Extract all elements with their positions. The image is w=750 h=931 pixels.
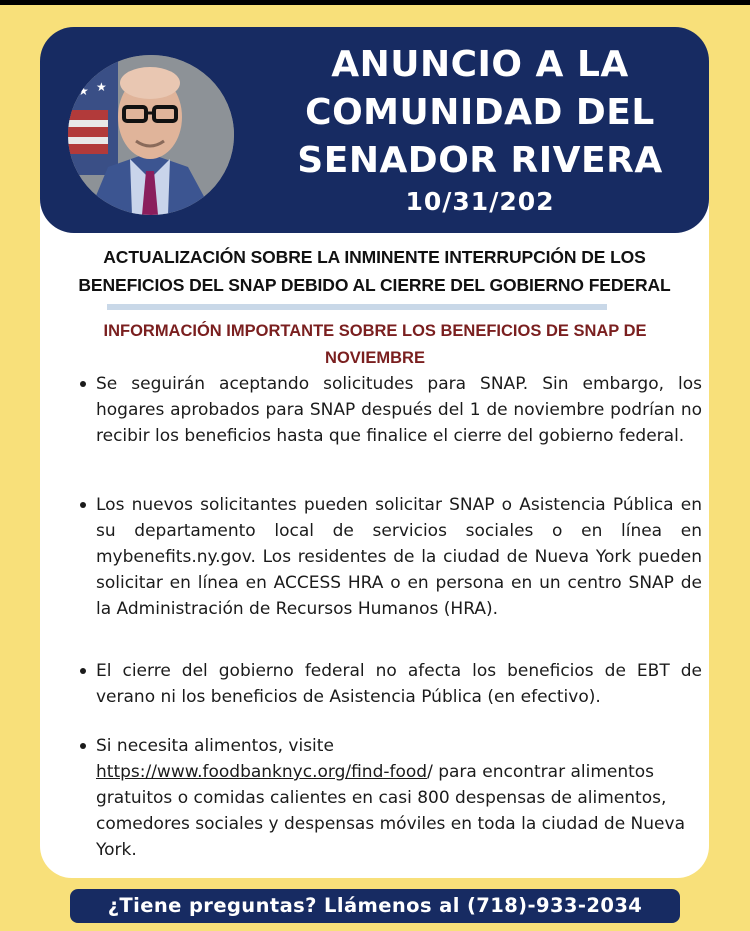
- portrait-photo-icon: [68, 55, 234, 215]
- bullet-text: El cierre del gobierno federal no afecta los beneficios de EBT de verano ni los beneficios de Asistencia Pública (en efectivo).: [96, 661, 702, 707]
- bullet-text: Los nuevos solicitantes pueden solicitar SNAP o Asistencia Pública en su departamento local de servicios sociales o en línea en mybenefits.ny.gov. Los residentes de la ciudad de Nueva York pueden solicitar en línea en ACCESS HRA o en persona en un centro SNAP de la Administración de Recursos Humanos (HRA).: [96, 495, 702, 619]
- bullet-text: [96, 733, 702, 863]
- section-subheading: [60, 318, 690, 372]
- headline-line: ACTUALIZACIÓN SOBRE LA INMINENTE INTERRUPCIÓN DE LOS: [103, 247, 646, 267]
- bullet-icon: [80, 743, 86, 749]
- bullet-text-after: para encontrar alimentos gratuitos o comidas calientes en casi 800 despensas de alimentos, comedores sociales y despensas móviles en toda la ciudad de Nueva York.: [96, 762, 685, 860]
- subhead-line: NOVIEMBRE: [325, 349, 425, 367]
- list-item: [78, 371, 702, 449]
- contact-banner: ¿Tiene preguntas? Llámenos al (718)-933-2034: [70, 889, 680, 923]
- title-line: COMUNIDAD DEL: [305, 92, 655, 133]
- svg-text:★: ★: [78, 84, 89, 98]
- title-line: ANUNCIO A LA: [331, 44, 629, 85]
- list-item: [78, 492, 702, 622]
- page-title: [260, 41, 700, 185]
- link-trail: /: [427, 762, 433, 782]
- bullet-icon: [80, 381, 86, 387]
- svg-text:★: ★: [86, 66, 97, 80]
- bullet-text: Se seguirán aceptando solicitudes para SNAP. Sin embargo, los hogares aprobados para SNAP después del 1 de noviembre podrían no recibir los beneficios hasta que finalice el cierre del gobierno federal.: [96, 374, 702, 446]
- announcement-date: 10/31/202: [405, 187, 555, 216]
- bullet-text-before: Si necesita alimentos, visite: [96, 736, 334, 756]
- foodbank-link[interactable]: https://www.foodbanknyc.org/find-food: [96, 762, 428, 782]
- senator-portrait: [68, 55, 234, 215]
- divider: [107, 304, 607, 310]
- bullet-icon: [80, 502, 86, 508]
- subhead-line: INFORMACIÓN IMPORTANTE SOBRE LOS BENEFICIOS DE SNAP DE: [103, 322, 647, 340]
- title-line: SENADOR RIVERA: [297, 140, 663, 181]
- bullet-icon: [80, 668, 86, 674]
- headline-line: BENEFICIOS DEL SNAP DEBIDO AL CIERRE DEL GOBIERNO FEDERAL: [78, 275, 671, 295]
- list-item: [78, 658, 702, 710]
- top-edge-bar: [0, 0, 750, 5]
- list-item: [78, 733, 702, 863]
- svg-text:★: ★: [96, 80, 107, 94]
- headline: [40, 243, 709, 299]
- header-banner: [40, 27, 709, 233]
